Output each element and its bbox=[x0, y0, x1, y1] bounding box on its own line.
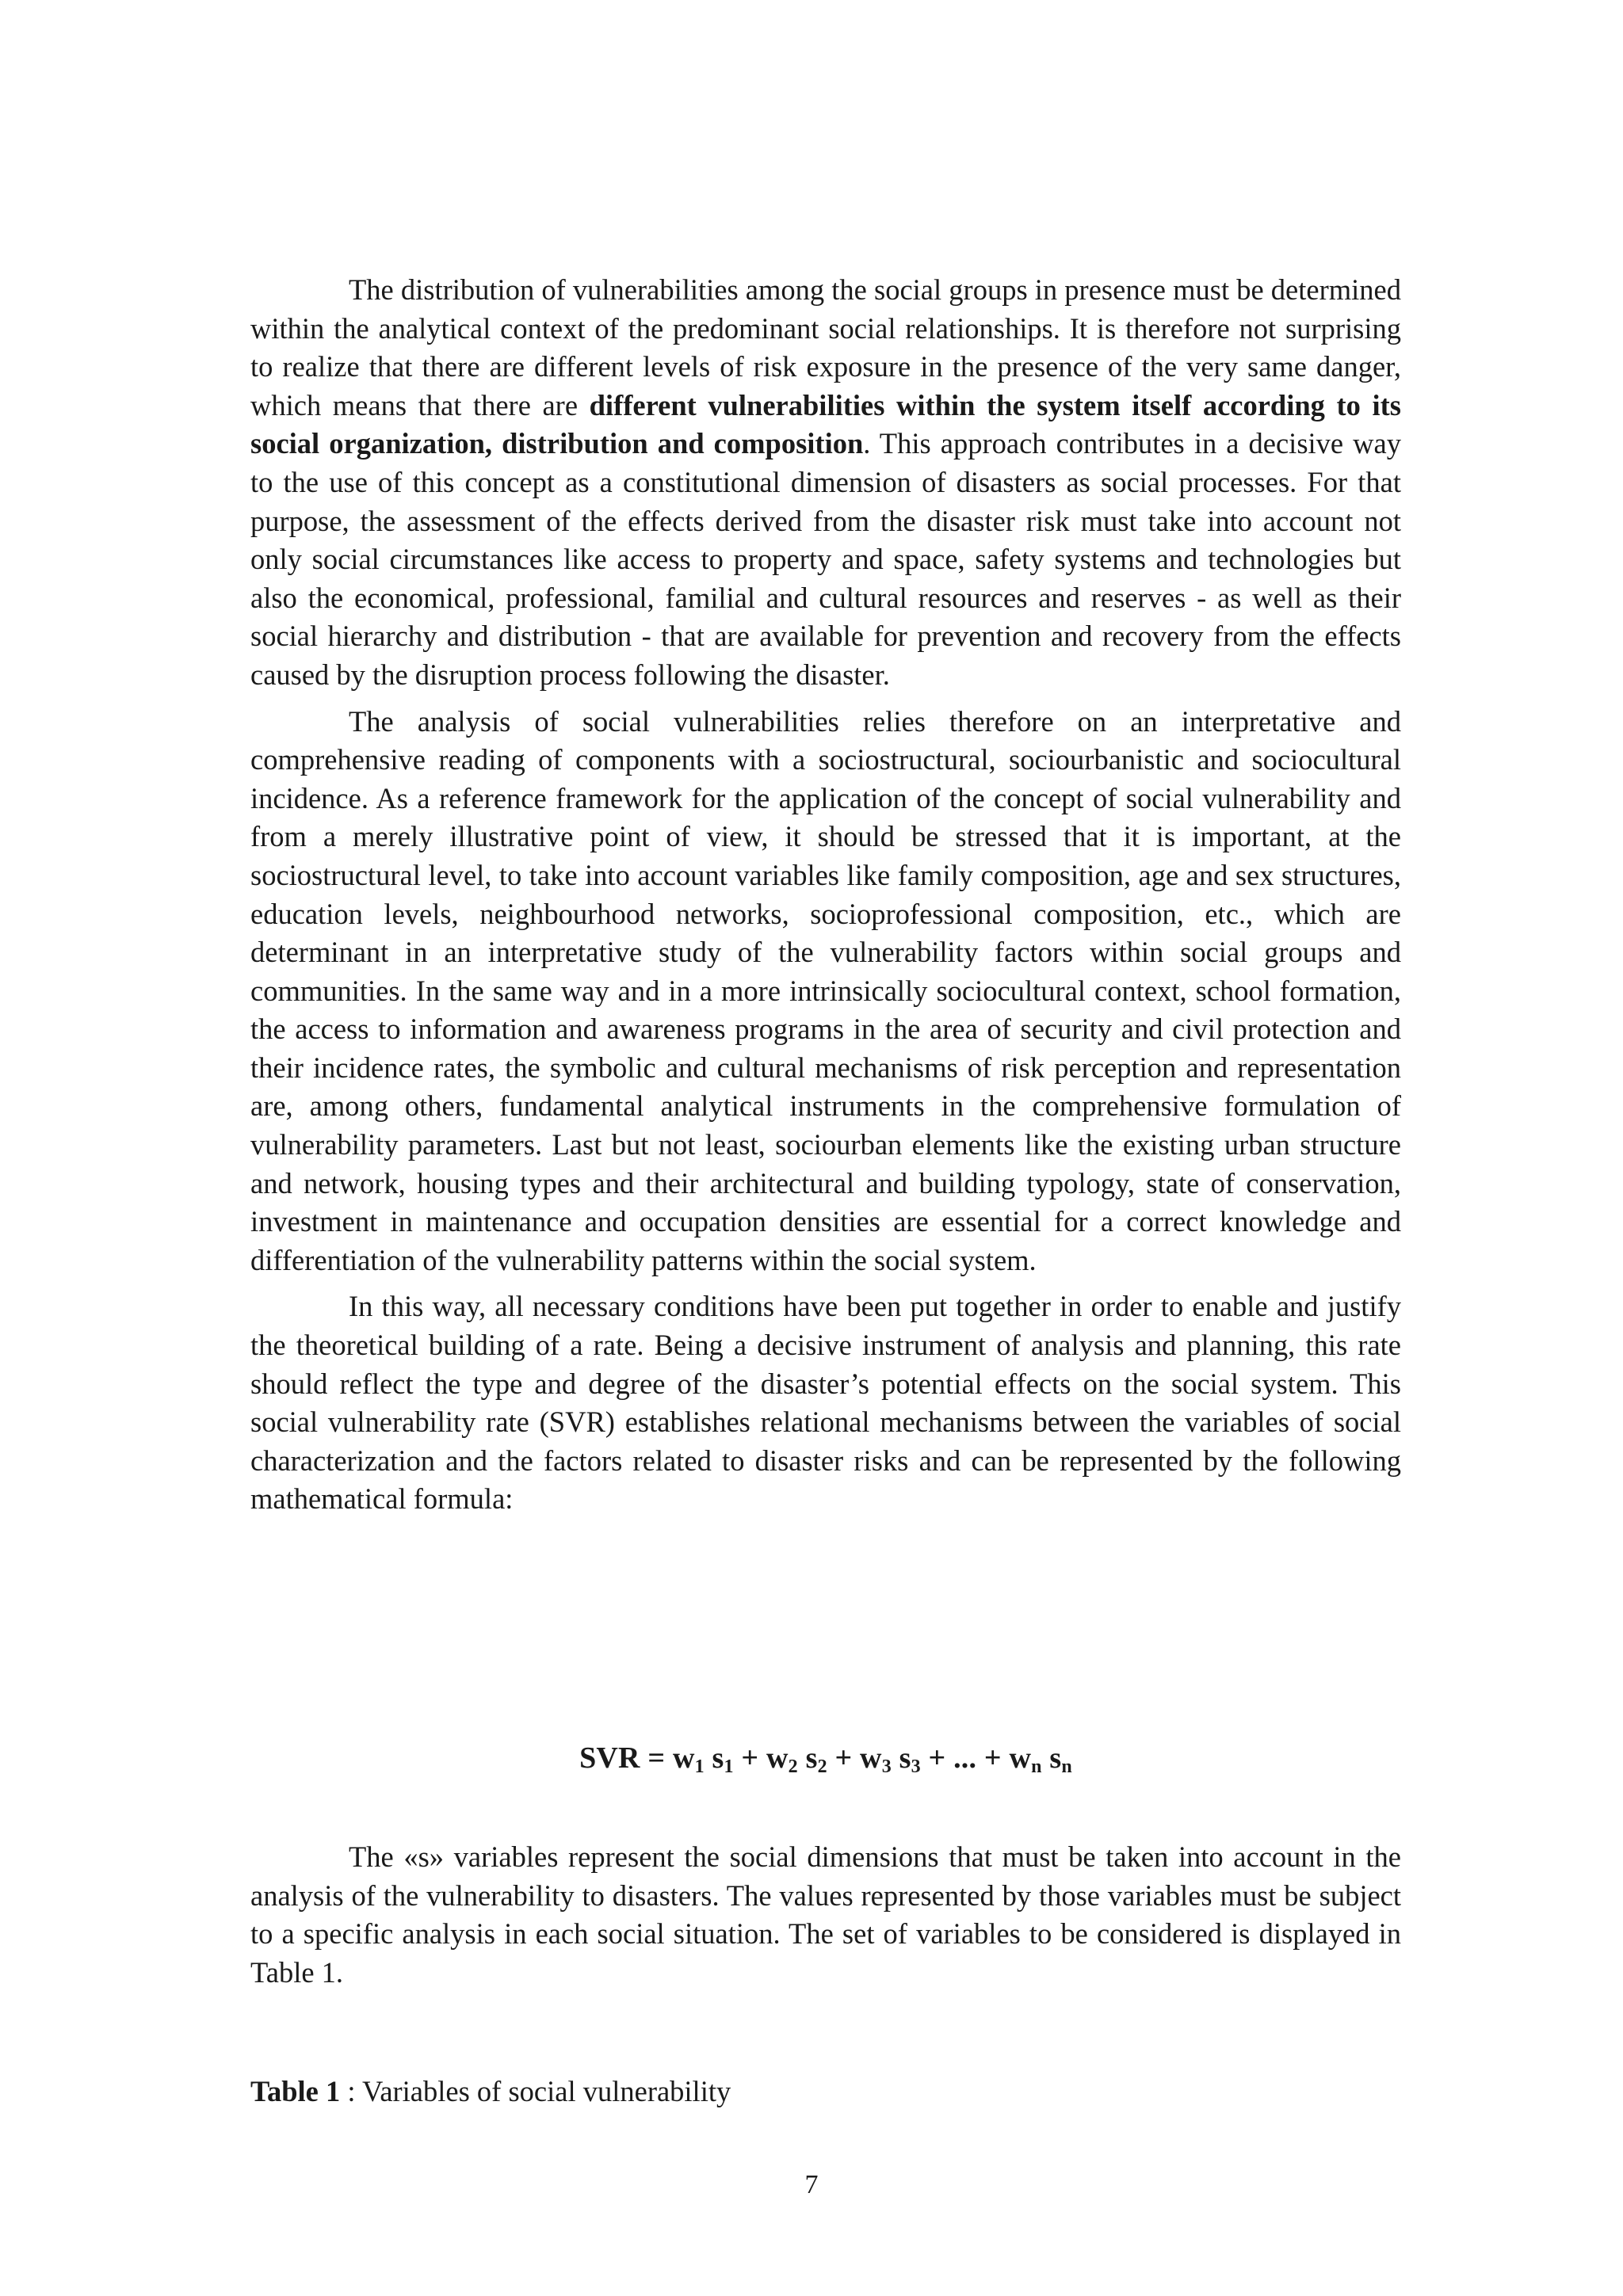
formula-ellipsis: ... bbox=[953, 1741, 977, 1775]
paragraph-1 bbox=[250, 271, 1401, 695]
svr-formula: SVR = $w_1$ $s_1 + w_2$ $s_2 + w_3$ $s_3$ + ... + $w_n$ $s_n$ bbox=[579, 1741, 1072, 1777]
formula-term-2: $w_2$ $s_2$ bbox=[766, 1741, 827, 1777]
paragraph-4: The «s» variables represent the social dimensions that must be taken into account in the analysis of the vulnerability to disasters. The values represented by those variables must be subject to a specific analysis in each social situation. The set of variables to be considered is displayed in Table 1. bbox=[250, 1840, 1401, 1989]
document-page bbox=[250, 271, 1401, 2107]
formula-term-1: $w_1$ $s_1$ bbox=[672, 1741, 734, 1777]
paragraph-1-bold-phrase: different vulnerabilities within the system itself according to its social organization, distribution and composition bbox=[250, 388, 1401, 460]
formula-term-3: $w_3$ $s_3$ bbox=[860, 1741, 921, 1777]
paragraph-1-text-end: . This approach contributes in a decisive way to the use of this concept as a constitutional dimension of disasters as social processes. For that purpose, the assessment of the effects derived from the disaster risk must take into account not only social circumstances like access to property and space, safety systems and technologies but also the economical, professional, familial and cultural resources and reserves - as well as their social hierarchy and distribution - that are available for prevention and recovery from the effects caused by the disruption process following the disaster. bbox=[250, 427, 1401, 691]
formula-term-n: $w_n$ $s_n$ bbox=[1009, 1741, 1072, 1777]
page-number: 7 bbox=[804, 2170, 819, 2199]
formula-lhs: SVR bbox=[579, 1741, 640, 1775]
table-caption-label: Table 1 bbox=[250, 2075, 341, 2107]
paragraph-2: The analysis of social vulnerabilities relies therefore on an interpretative and comprehensive reading of components with a sociostructural, sociourbanistic and sociocultural incidence. As a reference framework for the application of the concept of social vulnerability and from a merely illustrative point of view, it should be stressed that it is important, at the sociostructural level, to take into account variables like family composition, age and sex structures, education levels, neighbourhood networks, socioprofessional composition, etc., which are determinant in an interpretative study of the vulnerability factors within social groups and communities. In the same way and in a more intrinsically sociocultural context, school formation, the access to information and awareness programs in the area of security and civil protection and their incidence rates, the symbolic and cultural mechanisms of risk perception and representation are, among others, fundamental analytical instruments in the comprehensive formulation of vulnerability parameters. Last but not least, sociourban elements like the existing urban structure and network, housing types and their architectural and building typology, state of conservation, investment in maintenance and occupation densities are essential for a correct knowledge and differentiation of the vulnerability patterns within the social system. bbox=[250, 704, 1401, 1276]
table-caption-text: Variables of social vulnerability bbox=[362, 2075, 731, 2107]
table-caption: Table 1 : Variables of social vulnerability bbox=[250, 2075, 731, 2107]
paragraph-3: In this way, all necessary conditions have been put together in order to enable and justify the theoretical building of a rate. Being a decisive instrument of analysis and planning, this rate should reflect the type and degree of the disaster’s potential effects on the social system. This social vulnerability rate (SVR) establishes relational mechanisms between the variables of social characterization and the factors related to disaster risks and can be represented by the following mathematical formula: bbox=[250, 1290, 1401, 1516]
paragraph-1-text-start: The distribution of vulnerabilities among the social groups in presence must be determined within the analytical context of the predominant social relationships. It is therefore not surprising to realize that there are different levels of risk exposure in the presence of the very same danger, which means that there are bbox=[250, 273, 1401, 421]
